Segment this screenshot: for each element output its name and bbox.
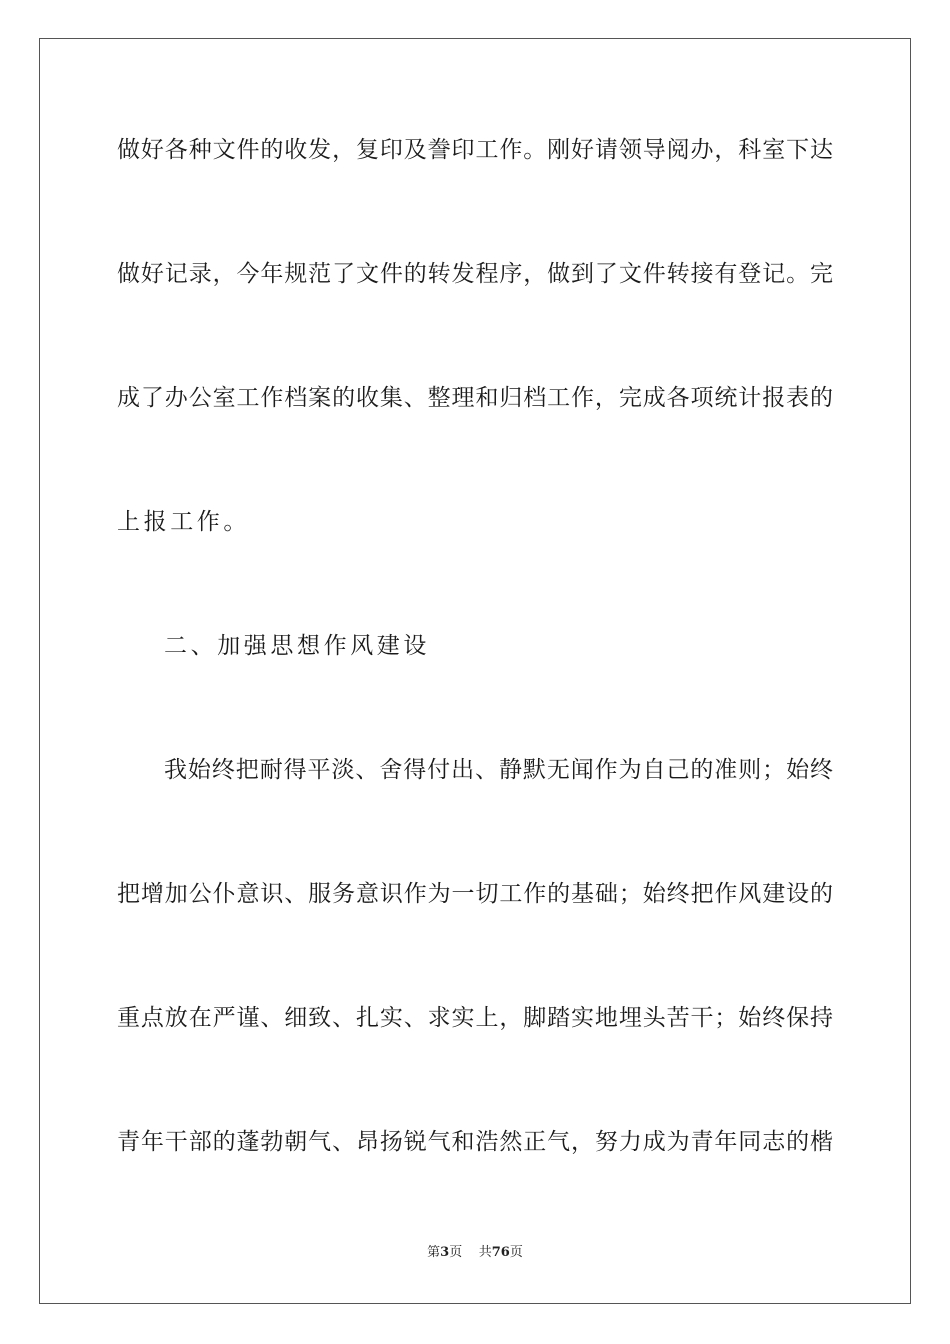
body-line-1: 做好各种文件的收发，复印及誊印工作。刚好请领导阅办，科室下达 — [117, 137, 833, 163]
footer-total-suffix: 页 — [509, 1245, 523, 1260]
body-line-8: 重点放在严谨、细致、扎实、求实上，脚踏实地埋头苦干；始终保持 — [117, 1005, 833, 1031]
body-line-7: 把增加公仆意识、服务意识作为一切工作的基础；始终把作风建设的 — [117, 881, 833, 907]
page-footer — [0, 1244, 950, 1262]
footer-total-prefix: 共 — [478, 1245, 492, 1260]
footer-page-number: 3 — [440, 1245, 450, 1260]
body-line-3: 成了办公室工作档案的收集、整理和归档工作，完成各项统计报表的 — [117, 385, 833, 411]
page-border — [39, 38, 911, 1304]
body-line-6: 我始终把耐得平淡、舍得付出、静默无闻作为自己的准则；始终 — [164, 757, 833, 783]
section-heading: 二、加强思想作风建设 — [164, 633, 430, 659]
body-line-4: 上报工作。 — [117, 509, 250, 535]
body-line-2: 做好记录，今年规范了文件的转发程序，做到了文件转接有登记。完 — [117, 261, 833, 287]
body-line-9: 青年干部的蓬勃朝气、昂扬锐气和浩然正气，努力成为青年同志的楷 — [117, 1129, 833, 1155]
footer-page-suffix: 页 — [449, 1245, 463, 1260]
footer-page-prefix: 第 — [427, 1245, 441, 1260]
footer-total-pages: 76 — [491, 1245, 510, 1260]
